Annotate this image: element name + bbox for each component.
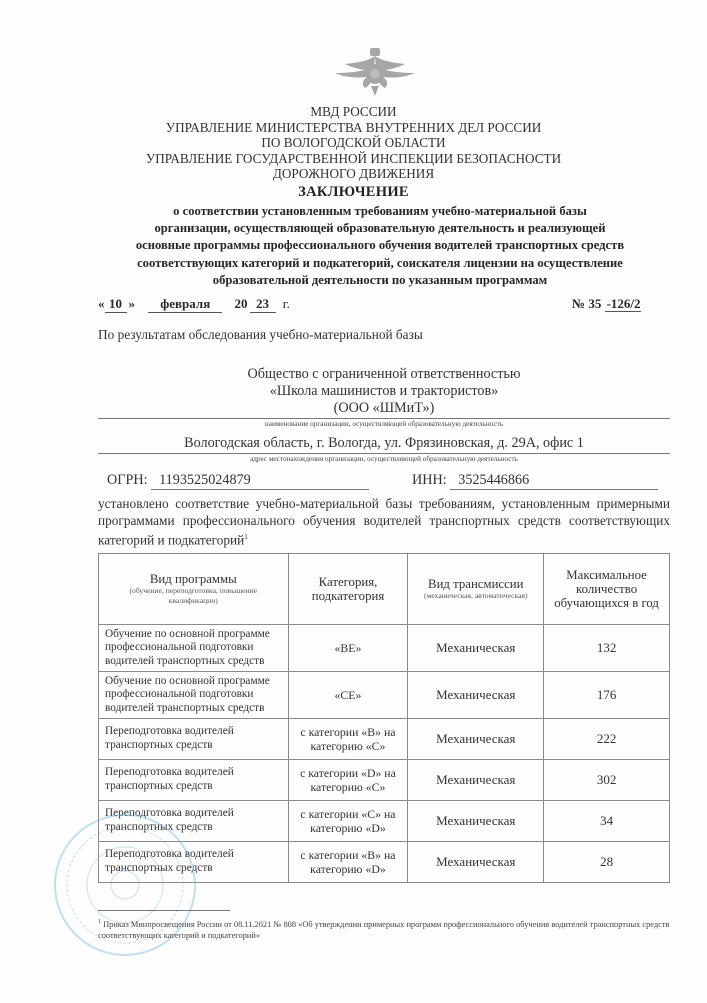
cell-transmission: Механическая [408,801,544,842]
intro-text: По результатам обследования учебно-материальной базы [98,327,423,342]
header-line: ДОРОЖНОГО ДВИЖЕНИЯ [272,166,435,182]
inn-value: 3525446866 [450,472,658,490]
compliance-statement [98,496,670,549]
table-header-row [99,554,670,625]
org-name-caption: наименование организации, осуществляющей образовательную деятельность [264,420,504,428]
header-program-type [99,554,289,625]
date-day: 10 [105,296,127,313]
cell-program: Переподготовка водителей транспортных средств [99,842,289,883]
header-line: УПРАВЛЕНИЕ МИНИСТЕРСТВА ВНУТРЕННИХ ДЕЛ РОССИИ [165,119,542,135]
cell-category: с категории «B» на категорию «D» [288,842,408,883]
cell-max-students: 302 [544,760,670,801]
cell-max-students: 34 [544,801,670,842]
organization-name [98,366,670,417]
table-row [99,625,670,672]
cell-program: Переподготовка водителей транспортных средств [99,801,289,842]
organization-address: Вологодская область, г. Вологда, ул. Фрязиновская, д. 29А, офис 1 [184,435,584,451]
inn-field [412,472,658,490]
subtitle-line: соответствующих категорий и подкатегорий, соискателя лицензии на осуществление [137,255,623,270]
cell-category: с категории «D» на категорию «C» [288,760,408,801]
header-main: Категория, подкатегория [311,575,385,603]
cell-max-students: 222 [544,719,670,760]
date-month: февраля [148,296,222,313]
statement-text: установлено соответствие учебно-материальной базы требованиям, установленным примерными программами профессионального обучения водителей транспортных средств соответствующих категорий и подкатегорий [98,496,670,548]
subtitle-line: о соответствии установленным требованиям учебно-материальной базы [173,204,587,218]
header-note: (механическая, автоматическая) [424,591,528,600]
address-underline [98,453,670,454]
header-line: ПО ВОЛОГОДСКОЙ ОБЛАСТИ [261,135,446,151]
document-subtitle [60,203,700,289]
date-year-suffix: 23 [250,296,276,313]
footnote-ref: 1 [244,533,248,541]
footnote-separator [98,910,230,911]
table-row [99,719,670,760]
org-name-line: «Школа машинистов и трактористов» [269,383,499,399]
header-line: УПРАВЛЕНИЕ ГОСУДАРСТВЕННОЙ ИНСПЕКЦИИ БЕЗОПАСНОСТИ [145,150,562,166]
cell-max-students: 132 [544,625,670,672]
header-max-students [544,554,670,625]
cell-category: с категории «B» на категорию «C» [288,719,408,760]
date-year-prefix: 20 [234,296,248,311]
header-main: Вид программы [149,572,237,586]
number-value: -126/2 [606,296,641,311]
cell-category: с категории «C» на категорию «D» [288,801,408,842]
header-main: Вид трансмиссии [428,577,524,591]
programs-table [98,553,670,883]
cell-program: Переподготовка водителей транспортных средств [99,760,289,801]
ogrn-value: 1193525024879 [151,472,369,490]
subtitle-line: основные программы профессионального обучения водителей транспортных средств [135,238,625,253]
address-caption: адрес местонахождения организации, осуществляющей образовательную деятельность [250,455,518,463]
cell-transmission: Механическая [408,760,544,801]
table-row [99,801,670,842]
cell-category: «BE» [288,625,408,672]
header-line: МВД РОССИИ [310,104,397,119]
header-note: (обучение, переподготовка, повышение квалификации) [129,586,258,605]
ogrn-label: ОГРН: [107,472,148,488]
subtitle-line: образовательной деятельности по указанным программам [212,272,548,287]
document-number [572,296,641,312]
cell-transmission: Механическая [408,719,544,760]
footnote-marker: 1 [98,919,101,925]
org-name-line: Общество с ограниченной ответственностью [247,366,521,382]
inn-label: ИНН: [412,472,447,488]
header-transmission [408,554,544,625]
subtitle-line: организации, осуществляющей образовательную деятельность и реализующей [154,221,606,236]
cell-max-students: 28 [544,842,670,883]
document-date [98,296,290,313]
cell-category: «CE» [288,672,408,719]
number-prefix: № 35 [572,296,602,311]
cell-program: Обучение по основной программе профессиональной подготовки водителей транспортных средств [99,625,289,672]
cell-program: Переподготовка водителей транспортных средств [99,719,289,760]
table-row [99,672,670,719]
date-year-unit: г. [282,296,290,311]
cell-transmission: Механическая [408,842,544,883]
document-title: ЗАКЛЮЧЕНИЕ [298,184,409,200]
header-category [288,554,408,625]
cell-program: Обучение по основной программе профессиональной подготовки водителей транспортных средств [99,672,289,719]
cell-transmission: Механическая [408,625,544,672]
footnote [98,917,673,941]
footnote-text: Приказ Минпросвещения России от 08.11.2021 № 808 «Об утверждении примерных программ профессионального обучения водителей транспортных средств соответствующих категорий и подкатегорий» [98,919,670,940]
mvd-emblem-icon [325,42,425,98]
table-row [99,842,670,883]
issuing-authority-header [0,104,707,182]
table-row [99,760,670,801]
header-main: Максимальное количество обучающихся в год [554,568,659,610]
cell-transmission: Механическая [408,672,544,719]
date-quote: « [98,296,105,311]
date-quote: » [128,296,135,311]
org-name-line: (ООО «ШМиТ») [333,400,435,416]
ogrn-field [107,472,369,490]
org-name-underline [98,418,670,419]
cell-max-students: 176 [544,672,670,719]
